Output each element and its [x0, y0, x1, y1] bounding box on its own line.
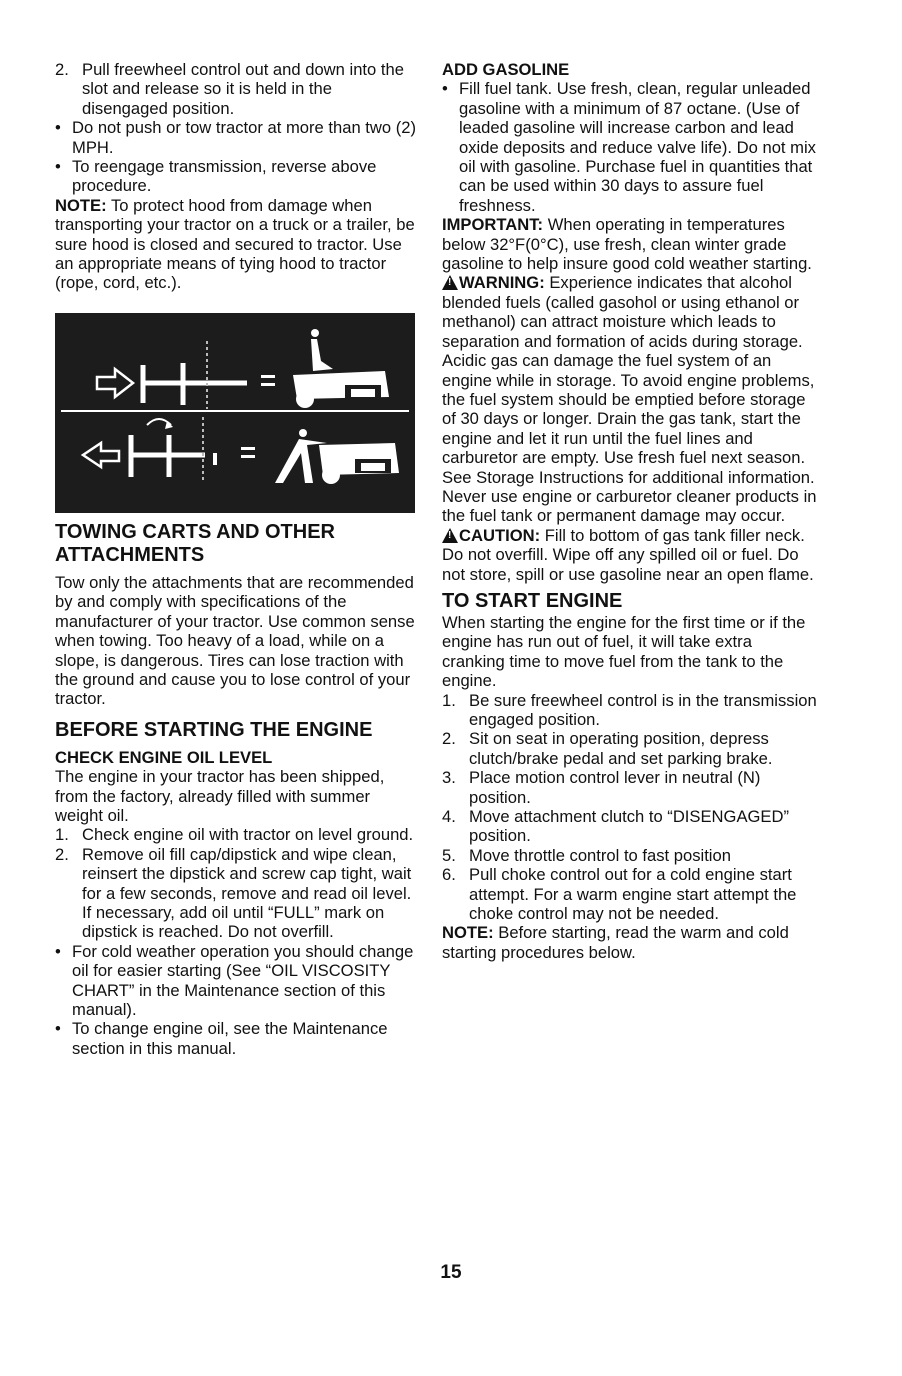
oil-step-1: [55, 825, 420, 844]
towing-text: Tow only the attachments that are recommended by and comply with specifications of the manufacturer of your tractor. Use common sense when towing. Too heavy of a load, while on a slope, is dangerous. Tires can lose traction with the ground and cause you to lose control of your tractor.: [55, 572, 415, 709]
oil-bullet-cold: [55, 942, 420, 1020]
start-intro: When starting the engine for the first time or if the engine has run out of fuel, it will take extra cranking time to move fuel from the tank to the engine.: [442, 612, 806, 691]
important-label: IMPORTANT:: [442, 215, 544, 235]
bullet-reengage: [55, 157, 420, 196]
warning-label: WARNING:: [459, 273, 545, 293]
bullet-no-push: [55, 118, 420, 157]
step-number: 2.: [55, 60, 69, 79]
transport-note: [55, 196, 420, 293]
step-number: 2.: [55, 844, 69, 864]
gas-bullet: [442, 79, 817, 215]
tractor-pushing-icon: [275, 429, 399, 484]
check-oil-title: CHECK ENGINE OIL LEVEL: [55, 747, 273, 767]
start-step-4: [442, 807, 817, 846]
caution-label: CAUTION:: [459, 525, 541, 545]
warning-text: Experience indicates that alcohol blended fuels (called gasohol or using ethanol or methanol) can attract moisture which leads to separation and formation of acids during storage. Acidic gas can damage the fuel system of an engine while in storage. To avoid engine problems, the fuel system should be emptied before storage of 30 days or longer. Drain the gas tank, start the engine and let it run until the fuel lines and carburetor are empty. Use fresh fuel next season. See Storage Instructions for additional information. Never use engine or carburetor cleaner products in the fuel tank or permanent damage may occur.: [442, 273, 817, 526]
bullet-icon: •: [442, 79, 448, 99]
start-step-2: [442, 729, 817, 768]
page-number: 15: [440, 1262, 462, 1283]
bullet-icon: •: [55, 1019, 61, 1039]
step-text: Be sure freewheel control is in the transmission engaged position.: [469, 690, 817, 729]
freewheel-lever-icon: [143, 341, 247, 409]
left-column: [55, 60, 420, 1058]
step-text: Pull choke control out for a cold engine start attempt. For a warm engine start attempt the choke control may not be needed.: [469, 865, 797, 924]
step-text: Move throttle control to fast position: [469, 845, 731, 865]
start-engine-title: TO START ENGINE: [442, 589, 623, 612]
step-text: Pull freewheel control out and down into the slot and release so it is held in the disengaged position.: [82, 60, 404, 118]
start-step-5: [442, 846, 817, 865]
start-step-3: [442, 768, 817, 807]
step-number: 2.: [442, 729, 456, 749]
note-text: To protect hood from damage when transporting your tractor on a truck or a trailer, be sure hood is closed and secured to tractor. Use an appropriate means of tying hood to tractor (rope, cord, etc.).: [55, 195, 415, 293]
caution-note: [442, 526, 817, 584]
step-text: Move attachment clutch to “DISENGAGED” position.: [469, 807, 789, 846]
warning-note: [442, 273, 817, 525]
caution-icon: [442, 528, 458, 543]
step-number: 4.: [442, 807, 456, 827]
warning-icon: [442, 275, 458, 290]
step-number: 6.: [442, 865, 456, 885]
step-text: Check engine oil with tractor on level ground.: [82, 825, 414, 845]
bullet-text: For cold weather operation you should change oil for easier starting (See “OIL VISCOSITY CHART” in the Maintenance section of this manual).: [72, 941, 414, 1019]
towing-title: TOWING CARTS AND OTHER ATTACHMENTS: [55, 520, 335, 566]
arrow-right-icon: [97, 369, 133, 397]
oil-bullet-change: [55, 1019, 420, 1058]
step-text: Sit on seat in operating position, depress clutch/brake pedal and set parking brake.: [469, 729, 773, 768]
freewheel-diagram-art: [55, 313, 415, 513]
right-column: [442, 60, 817, 962]
caution-text: Fill to bottom of gas tank filler neck. Do not overfill. Wipe off any spilled oil or fuel. Do not store, spill or use gasoline near an open flame.: [442, 525, 814, 584]
step-text: Place motion control lever in neutral (N) position.: [469, 768, 761, 807]
important-text: When operating in temperatures below 32°F(0°C), use fresh, clean winter grade gasoline to help insure good cold weather starting.: [442, 215, 812, 274]
freewheel-diagram: [55, 313, 415, 513]
start-step-1: [442, 691, 817, 730]
arrow-left-icon: [83, 443, 119, 467]
bullet-text: Fill fuel tank. Use fresh, clean, regular unleaded gasoline with a minimum of 87 octane. (Use of leaded gasoline will increase carbon and lead oxide deposits and reduce valve life). Do not mix oil with gasoline. Purchase fuel in quantities that can be used within 30 days to assure fuel freshness.: [459, 79, 816, 215]
step-text: Remove oil fill cap/dipstick and wipe clean, reinsert the dipstick and screw cap tight, wait for a few seconds, remove and read oil level. If necessary, add oil until “FULL” mark on dipstick is reached. Do not overfill.: [82, 844, 412, 942]
note-label: NOTE:: [442, 923, 494, 943]
step-number: 5.: [442, 845, 456, 865]
note-text: Before starting, read the warm and cold starting procedures below.: [442, 923, 789, 962]
curved-arrow-icon: [147, 419, 173, 429]
bullet-text: Do not push or tow tractor at more than two (2) MPH.: [72, 118, 417, 157]
tractor-driving-icon: [293, 329, 389, 408]
oil-intro: The engine in your tractor has been shipped, from the factory, already filled with summer weight oil.: [55, 767, 385, 825]
bullet-icon: •: [55, 118, 61, 138]
note-label: NOTE:: [55, 195, 107, 215]
step-number: 3.: [442, 768, 456, 788]
step-number: 1.: [442, 690, 456, 710]
bullet-icon: •: [55, 157, 61, 177]
important-note: [442, 215, 817, 273]
oil-step-2: [55, 845, 420, 942]
freewheel-step-2: [55, 60, 420, 118]
before-starting-title: BEFORE STARTING THE ENGINE: [55, 718, 373, 741]
add-gasoline-title: ADD GASOLINE: [442, 60, 570, 79]
start-step-6: [442, 865, 817, 923]
bullet-text: To change engine oil, see the Maintenance section in this manual.: [72, 1019, 388, 1058]
step-number: 1.: [55, 825, 69, 845]
bullet-text: To reengage transmission, reverse above procedure.: [72, 157, 377, 196]
starting-note: [442, 923, 817, 962]
bullet-icon: •: [55, 941, 61, 961]
